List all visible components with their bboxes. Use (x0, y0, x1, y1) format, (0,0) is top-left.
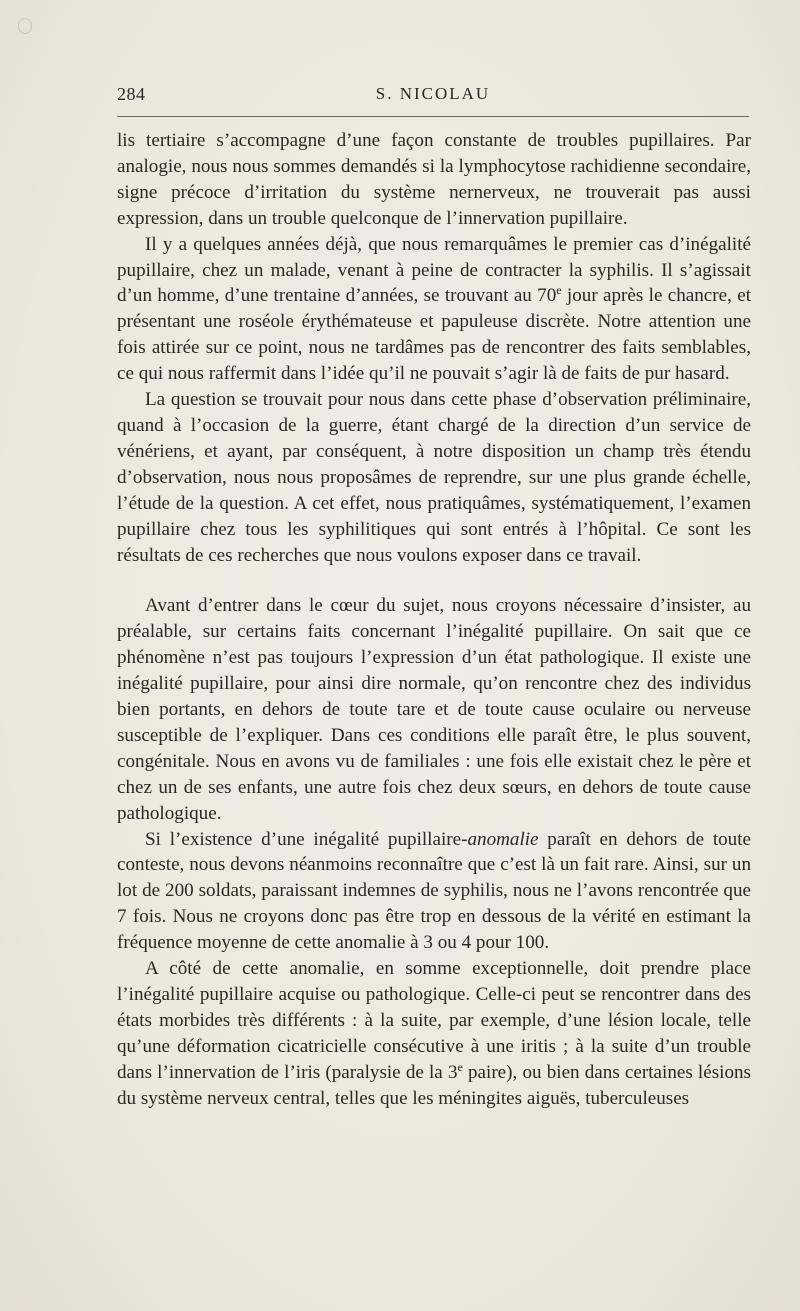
paragraph-1: lis tertiaire s’accompagne d’une façon constante de troubles pupillaires. Par analogie, nous nous sommes demandés si la lymphocytose rachidienne secondaire, signe précoce d’irritation du système nernerveux, ne trouverait pas aussi expression, dans un trouble quelconque de l’innervation pupillaire. (117, 130, 751, 229)
ordinal-superscript: e (457, 1059, 463, 1074)
paragraph-5-part-1: Si l’existence d’une inégalité pupillaire- (145, 828, 468, 850)
page-number: 284 (117, 84, 146, 104)
paragraph-6 (117, 956, 751, 1111)
body-text (117, 128, 751, 1112)
paragraph-2 (117, 232, 751, 387)
page-header (117, 84, 749, 110)
paragraph-5 (117, 827, 751, 957)
paragraph-5-part-2: paraît en dehors de toute conteste, nous devons néanmoins reconnaître que c’est là un fait rare. Ainsi, sur un lot de 200 soldats, paraissant indemnes de syphilis, nous ne l’avons rencontrée que 7 fois. Nous ne croyons donc pas être trop en dessous de la vérité en estimant la fréquence moyenne de cette anomalie à 3 ou 4 pour 100. (117, 828, 751, 954)
scan-mark-icon (18, 18, 32, 34)
italic-term: anomalie (467, 828, 539, 850)
ordinal-superscript: e (556, 283, 562, 298)
header-rule (117, 116, 749, 117)
running-head: S. NICOLAU (375, 84, 491, 103)
paragraph-6-part-2: paire), ou bien dans certaines lésions du système nerveux central, telles que les méningites aiguës, tuberculeuses (117, 1061, 751, 1109)
paragraph-2-part-1: Il y a quelques années déjà, que nous remarquâmes le premier cas d’inégalité pupillaire, chez un malade, venant à peine de contracter la syphilis. Il s’agissait d’un homme, d’une trentaine d’années, se trouvant au 70 (117, 233, 751, 307)
paragraph-2-part-2: jour après le chancre, et présentant une roséole érythémateuse et papuleuse discrète. Notre attention une fois attirée sur ce point, nous ne tardâmes pas de rencontrer des faits semblables, ce qui nous raffermit dans l’idée qu’il ne pouvait s’agir là de faits de pur hasard. (117, 285, 751, 385)
paragraph-3: La question se trouvait pour nous dans cette phase d’observation préliminaire, quand à l’occasion de la guerre, étant chargé de la direction d’un service de vénériens, et ayant, par conséquent, à notre disposition un champ très étendu d’observation, nous nous proposâmes de reprendre, sur une plus grande échelle, l’étude de la question. A cet effet, nous pratiquâmes, systématiquement, l’examen pupillaire chez tous les syphilitiques qui sont entrés à l’hôpital. Ce sont les résultats de ces recherches que nous voulons exposer dans ce travail. (117, 389, 751, 566)
paragraph-4: Avant d’entrer dans le cœur du sujet, nous croyons nécessaire d’insister, au préalable, sur certains faits concernant l’inégalité pupillaire. On sait que ce phénomène n’est pas toujours l’expression d’un état pathologique. Il existe une inégalité pupillaire, pour ainsi dire normale, qu’on rencontre chez des individus bien portants, en dehors de toute tare et de toute cause oculaire ou nerveuse susceptible de l’expliquer. Dans ces conditions elle paraît être, le plus souvent, congénitale. Nous en avons vu de familiales : une fois elle existait chez le père et chez un de ses enfants, une autre fois chez deux sœurs, en dehors de toute cause pathologique. (117, 595, 751, 824)
paragraph-6-part-1: A côté de cette anomalie, en somme exceptionnelle, doit prendre place l’inégalité pupillaire acquise ou pathologique. Celle-ci peut se rencontrer dans des états morbides très différents : à la suite, par exemple, d’une lésion locale, telle qu’une déformation cicatricielle consécutive à une iritis ; à la suite d’un trouble dans l’innervation de l’iris (paralysie de la 3 (117, 958, 751, 1083)
